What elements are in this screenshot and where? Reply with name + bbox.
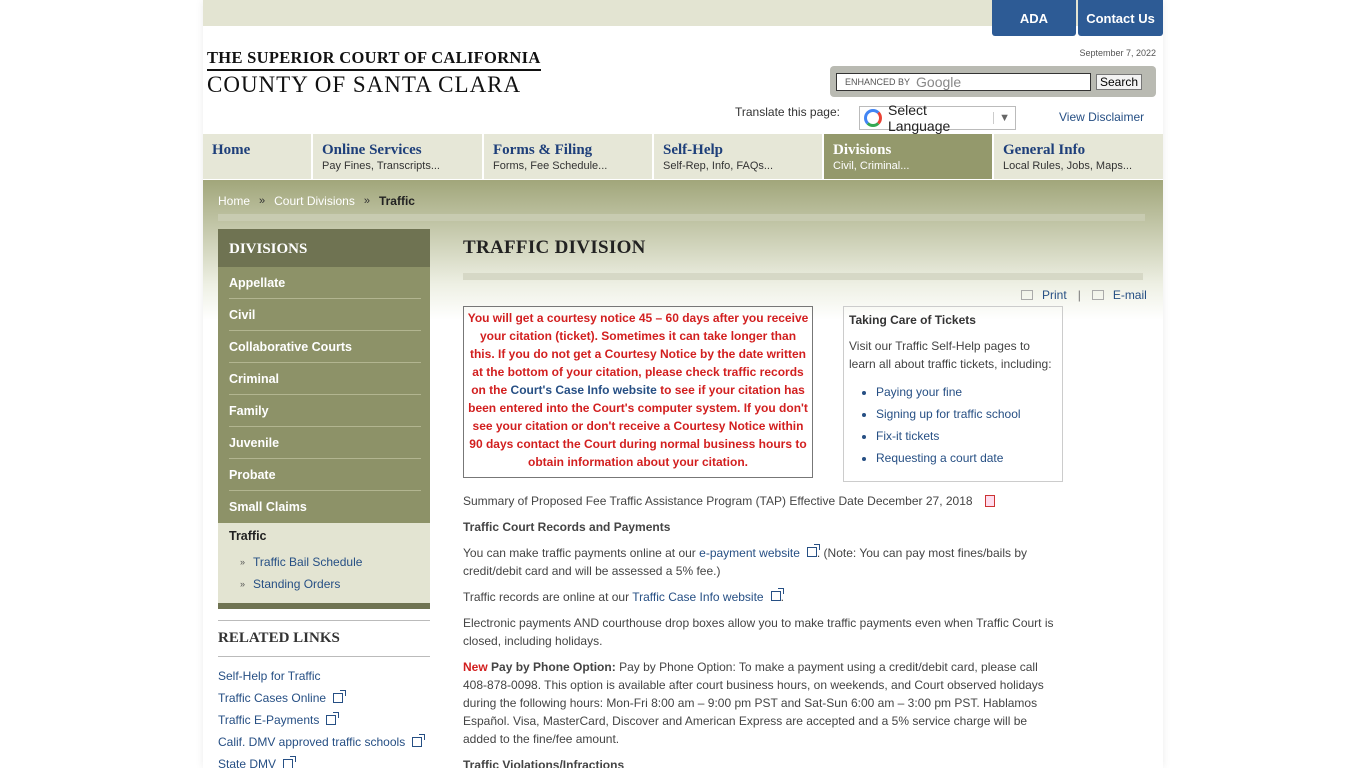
courtesy-notice-box: [463, 306, 813, 478]
search-button[interactable]: Search: [1096, 74, 1142, 90]
search-box: [830, 66, 1156, 97]
ada-button[interactable]: ADA: [992, 0, 1076, 36]
title-divider: [463, 273, 1143, 280]
sidebar-item-traffic: [218, 523, 430, 603]
breadcrumb-court-divisions[interactable]: Court Divisions: [274, 194, 355, 208]
sidebar-footer-bar: [218, 603, 430, 609]
related-link-label: Traffic E-Payments: [218, 713, 320, 727]
sidebar-item-small-claims[interactable]: Small Claims: [229, 500, 307, 514]
related-link-label: Traffic Cases Online: [218, 691, 327, 705]
search-placeholder: ENHANCED BY: [845, 76, 911, 87]
related-link-traffic-e-payments[interactable]: [218, 709, 430, 731]
current-date: September 7, 2022: [1079, 48, 1156, 58]
sidebar: [218, 229, 430, 768]
bullet-icon: »: [240, 557, 246, 567]
nav-subtitle: Civil, Criminal...: [833, 160, 910, 172]
nav-home[interactable]: [203, 134, 313, 179]
external-link-icon: [771, 591, 781, 601]
payments-text-post: . (Note: You can pay most fines/bails by credit/debit card and will be assessed a 5% fee.): [463, 546, 1027, 578]
related-link-label: Calif. DMV approved traffic schools: [218, 735, 406, 749]
nav-subtitle: Self-Rep, Info, FAQs...: [663, 160, 774, 172]
header: [203, 26, 1163, 134]
breadcrumb-current: Traffic: [378, 194, 415, 208]
notice-text-1: You will get a courtesy notice 45 – 60 days after you receive your citation (ticket). Sometimes it can take longer than this. If you do not get a Courtesy Notice by the date written at the bottom of your citation, please check traffic records on the: [467, 311, 809, 397]
violations-heading: Traffic Violations/Infractions: [463, 758, 625, 768]
taking-care-of-tickets-box: [843, 306, 1063, 482]
list-item[interactable]: [876, 447, 1057, 469]
nav-subtitle: Pay Fines, Transcripts...: [322, 160, 440, 172]
list-item[interactable]: [876, 403, 1057, 425]
tickets-intro: Visit our Traffic Self-Help pages to learn all about traffic tickets, including:: [849, 339, 1052, 371]
bullet-icon: »: [240, 579, 246, 589]
sidebar-sub-label: Standing Orders: [253, 577, 341, 591]
tickets-link-paying-fine[interactable]: Paying your fine: [876, 385, 963, 399]
nav-title: Home: [212, 142, 251, 158]
pay-by-phone-paragraph: [463, 658, 1063, 748]
nav-title: Self-Help: [663, 142, 723, 158]
nav-subtitle: Forms, Fee Schedule...: [493, 160, 608, 172]
sidebar-sub-label: Traffic Bail Schedule: [253, 555, 363, 569]
language-select[interactable]: [859, 102, 1016, 134]
email-icon: [1092, 290, 1104, 300]
top-bar: [203, 0, 1163, 26]
related-link-state-dmv[interactable]: [218, 753, 430, 768]
body-text: [463, 492, 1063, 768]
records-text-post: .: [780, 590, 784, 604]
sidebar-sub-traffic-bail-schedule[interactable]: [229, 551, 419, 573]
nav-forms-filing[interactable]: [484, 134, 654, 179]
main-nav: [203, 134, 1163, 179]
search-input[interactable]: [836, 73, 1091, 91]
nav-title: Forms & Filing: [493, 142, 593, 158]
list-item[interactable]: [876, 381, 1057, 403]
nav-self-help[interactable]: [654, 134, 824, 179]
external-link-icon: [333, 693, 343, 703]
related-link-dmv-traffic-schools[interactable]: [218, 731, 430, 753]
new-badge: New: [463, 660, 488, 674]
nav-subtitle: Local Rules, Jobs, Maps...: [1003, 160, 1133, 172]
sidebar-item-criminal[interactable]: Criminal: [229, 363, 421, 395]
notice-text-2: to see if your citation has been entered into the Court's computer system. If you don't see your citation or don't receive a Courtesy Notice within 90 days contact the Court during normal business hours to obtain information about your citation.: [468, 383, 808, 469]
logo-line-2: COUNTY OF SANTA CLARA: [207, 72, 522, 97]
sidebar-list: [218, 267, 430, 523]
nav-online-services[interactable]: [313, 134, 484, 179]
sidebar-sub-standing-orders[interactable]: [229, 573, 419, 595]
payments-paragraph: [463, 544, 1063, 580]
google-brand: Google: [916, 73, 962, 90]
dropbox-paragraph: Electronic payments AND courthouse drop boxes allow you to make traffic payments even when Traffic Court is closed, including holidays.: [463, 616, 1054, 648]
sidebar-item-appellate[interactable]: Appellate: [229, 267, 421, 299]
list-item[interactable]: [876, 425, 1057, 447]
sidebar-active-label[interactable]: Traffic: [229, 529, 267, 543]
contact-us-button[interactable]: Contact Us: [1078, 0, 1163, 36]
tickets-link-fix-it[interactable]: Fix-it tickets: [876, 429, 940, 443]
pay-by-phone-label: Pay by Phone Option:: [491, 660, 616, 674]
sidebar-title: DIVISIONS: [218, 229, 430, 267]
tool-separator: |: [1077, 288, 1081, 302]
related-links-title: RELATED LINKS: [218, 630, 430, 657]
court-logo[interactable]: [207, 48, 541, 98]
records-heading: Traffic Court Records and Payments: [463, 520, 671, 534]
sidebar-item-probate[interactable]: Probate: [229, 459, 421, 491]
dropdown-arrow-icon: ▼: [993, 112, 1015, 124]
nav-title: Online Services: [322, 142, 422, 158]
related-links: [218, 620, 430, 768]
sidebar-item-civil[interactable]: Civil: [229, 299, 421, 331]
tickets-link-traffic-school[interactable]: Signing up for traffic school: [876, 407, 1021, 421]
pdf-icon: [985, 495, 995, 507]
view-disclaimer-link[interactable]: View Disclaimer: [1059, 110, 1145, 124]
external-link-icon: [412, 737, 422, 747]
tickets-link-court-date[interactable]: Requesting a court date: [876, 451, 1004, 465]
pay-by-phone-text: Pay by Phone Option: To make a payment using a credit/debit card, please call 408-878-0098. This option is available after court business hours, on weekends, and Court observed holidays during the following hours: Mon-Fri 8:00 am – 9:00 pm PST and Sat-Sun 6:00 am – 3:00 pm PST. Hablamos Español. Visa, MasterCard, Discover and American Express are accepted and a 5% service charge will be added to the fine/fee amount.: [463, 660, 1044, 746]
related-link-self-help[interactable]: [218, 665, 430, 687]
email-link[interactable]: E-mail: [1112, 288, 1147, 302]
tap-summary[interactable]: [463, 492, 1063, 510]
e-payment-website-link[interactable]: e-payment website: [699, 546, 800, 560]
breadcrumb-separator: »: [259, 195, 266, 207]
nav-title: Divisions: [833, 142, 892, 158]
print-icon: [1021, 290, 1033, 300]
logo-line-1: THE SUPERIOR COURT OF CALIFORNIA: [207, 48, 541, 71]
breadcrumb: [218, 194, 415, 208]
tickets-title: Taking Care of Tickets: [849, 313, 976, 327]
payments-text-pre: You can make traffic payments online at our: [463, 546, 696, 560]
language-select-label: Select Language: [887, 102, 951, 134]
traffic-case-info-link[interactable]: Traffic Case Info website: [632, 590, 764, 604]
nav-divisions[interactable]: [824, 134, 994, 179]
case-info-website-link[interactable]: Court's Case Info website: [510, 383, 657, 397]
nav-general-info[interactable]: [994, 134, 1163, 179]
breadcrumb-divider: [218, 214, 1145, 221]
tap-summary-label: Summary of Proposed Fee Traffic Assistance Program (TAP) Effective Date December 27, 2018: [463, 494, 973, 508]
sidebar-item-family[interactable]: Family: [229, 395, 421, 427]
external-link-icon: [326, 715, 336, 725]
related-link-label: State DMV: [218, 757, 277, 768]
records-paragraph: [463, 588, 1063, 606]
tickets-list: [849, 381, 1057, 469]
external-link-icon: [807, 547, 817, 557]
related-link-label: Self-Help for Traffic: [218, 669, 321, 683]
related-link-traffic-cases-online[interactable]: [218, 687, 430, 709]
external-link-icon: [283, 759, 293, 768]
sidebar-item-juvenile[interactable]: Juvenile: [229, 427, 421, 459]
print-link[interactable]: Print: [1042, 288, 1067, 302]
records-text-pre: Traffic records are online at our: [463, 590, 630, 604]
sidebar-item-collaborative-courts[interactable]: Collaborative Courts: [229, 331, 421, 363]
breadcrumb-separator: »: [363, 195, 370, 207]
breadcrumb-home[interactable]: Home: [218, 194, 251, 208]
translate-label: Translate this page:: [735, 105, 840, 119]
nav-title: General Info: [1003, 142, 1086, 158]
page-title: TRAFFIC DIVISION: [463, 237, 646, 258]
google-icon: [864, 109, 882, 127]
page-tools: [1021, 288, 1147, 302]
page: [203, 0, 1163, 768]
